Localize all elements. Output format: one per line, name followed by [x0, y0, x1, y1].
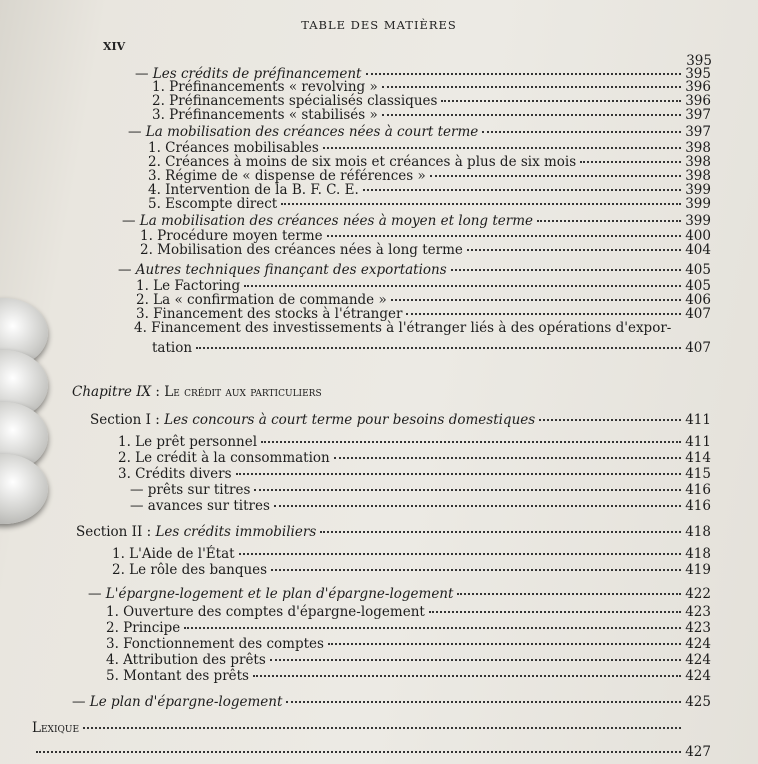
toc-entry-label: Section I : Les concours à court terme pour besoins domestiques: [90, 412, 536, 428]
toc-page-number: 423: [685, 604, 711, 620]
leader-dots: [537, 220, 681, 222]
leader-dots: [391, 299, 681, 301]
toc-page-number: 416: [685, 498, 711, 514]
toc-entry-label: — avances sur titres: [130, 498, 270, 514]
toc-entry-label: 2. Mobilisation des créances nées à long terme: [140, 242, 463, 258]
toc-entry-label: 3. Financement des stocks à l'étranger: [136, 306, 403, 322]
toc-page-number: 422: [685, 586, 711, 602]
toc-entry: [140, 242, 711, 258]
toc-entry: [118, 450, 711, 466]
leader-dots: [270, 659, 681, 661]
toc-page-number: 427: [685, 744, 711, 760]
toc-entry: [106, 668, 711, 684]
toc-entry-label: 2. Principe: [106, 620, 181, 636]
leader-dots: [482, 131, 681, 133]
leader-dots: [451, 269, 681, 271]
toc-page-number: 396: [685, 79, 711, 95]
toc-entry-label: 5. Montant des prêts: [106, 668, 249, 684]
toc-entry-label: 1. Procédure moyen terme: [140, 228, 323, 244]
toc-page-number: 407: [685, 340, 711, 356]
toc-entry-label: Chapitre IX : Le crédit aux particuliers: [72, 384, 322, 400]
toc-entry: [88, 586, 711, 602]
toc-entry-label: — La mobilisation des créances nées à moyen et long terme: [122, 213, 534, 229]
toc-page-number: 395: [686, 53, 712, 69]
toc-page-number: 411: [685, 434, 711, 450]
leader-dots: [580, 161, 681, 163]
toc-entry-label: 1. Le prêt personnel: [118, 434, 258, 450]
toc-entry: [72, 384, 711, 400]
leader-dots: [366, 73, 682, 75]
toc-entry-label: 3. Préfinancements « stabilisés »: [152, 107, 378, 123]
toc-entry-label: 1. Créances mobilisables: [148, 140, 319, 156]
toc-page-number: 395: [685, 66, 711, 82]
toc-entry-label: 4. Intervention de la B. F. C. E.: [148, 182, 359, 198]
leader-dots: [467, 249, 681, 251]
toc-page-number: 396: [685, 93, 711, 109]
leader-dots: [441, 100, 681, 102]
leader-dots: [253, 675, 681, 677]
toc-page-number: 404: [685, 242, 711, 258]
toc-entry-label: Lexique: [32, 720, 80, 736]
toc-entry: [118, 434, 711, 450]
leader-dots: [327, 235, 681, 237]
toc-page-number: 407: [685, 306, 711, 322]
toc-entry: [90, 412, 711, 428]
toc-page-number: 424: [685, 668, 711, 684]
toc-entry-label: — Autres techniques finançant des exportations: [118, 262, 447, 278]
toc-entry-label: 2. La « confirmation de commande »: [136, 292, 387, 308]
toc-entry-label: — prêts sur titres: [130, 482, 251, 498]
toc-entry-label: 1. Ouverture des comptes d'épargne-logement: [106, 604, 425, 620]
toc-page-number: 418: [685, 524, 711, 540]
toc-entry-label: 2. Le crédit à la consommation: [118, 450, 330, 466]
toc-entry: [130, 498, 711, 514]
toc-page-number: 399: [685, 196, 711, 212]
leader-dots: [382, 86, 681, 88]
leader-dots: [83, 727, 681, 729]
toc-page-number: 406: [685, 292, 711, 308]
toc-page-number: 397: [685, 124, 711, 140]
leader-dots: [334, 457, 681, 459]
toc-entry-label: 3. Fonctionnement des comptes: [106, 636, 324, 652]
toc-entry: [106, 604, 711, 620]
toc-entry: [106, 652, 711, 668]
toc-entry: [76, 524, 711, 540]
toc-entry: [106, 636, 711, 652]
toc-entry: [112, 562, 711, 578]
toc-page-number: 411: [685, 412, 711, 428]
toc-page-number: 424: [685, 652, 711, 668]
toc-entry-label: — Les crédits de préfinancement: [135, 66, 362, 82]
toc-page-number: 405: [685, 262, 711, 278]
toc-entry: [152, 107, 711, 123]
toc-page-number: 405: [685, 278, 711, 294]
toc-page-number: 419: [685, 562, 711, 578]
leader-dots: [320, 531, 681, 533]
running-header: TABLE DES MATIÈRES: [301, 18, 457, 32]
leader-dots: [244, 285, 681, 287]
toc-page-number: 400: [685, 228, 711, 244]
leader-dots: [236, 473, 681, 475]
leader-dots: [36, 751, 681, 753]
toc-entry-label: — Le plan d'épargne-logement: [72, 694, 283, 710]
leader-dots: [323, 147, 681, 149]
toc-entry-label: 3. Crédits divers: [118, 466, 232, 482]
toc-entry-label: 4. Attribution des prêts: [106, 652, 266, 668]
toc-page-number: 416: [685, 482, 711, 498]
page-number-roman: XIV: [103, 40, 126, 53]
toc-page-number: 415: [685, 466, 711, 482]
toc-entry-label: 5. Escompte direct: [148, 196, 278, 212]
toc-entry-label: — L'épargne-logement et le plan d'épargne-logement: [88, 586, 454, 602]
toc-entry: [106, 620, 711, 636]
toc-page-number: 398: [685, 154, 711, 170]
toc-entry: [122, 213, 711, 229]
leader-dots: [281, 203, 681, 205]
toc-entry-label: Section II : Les crédits immobiliers: [76, 524, 317, 540]
leader-dots: [184, 627, 681, 629]
toc-entry-label: 3. Régime de « dispense de références »: [148, 168, 426, 184]
toc-entry-label: 2. Le rôle des banques: [112, 562, 268, 578]
leader-dots: [328, 643, 681, 645]
toc-entry: [32, 744, 711, 760]
toc-entry-label: — La mobilisation des créances nées à court terme: [128, 124, 479, 140]
toc-entry: [72, 694, 711, 710]
leader-dots: [430, 175, 681, 177]
toc-page-number: 397: [685, 107, 711, 123]
toc-entry-label: tation: [152, 340, 193, 356]
toc-entry-label: 1. Le Factoring: [136, 278, 241, 294]
leader-dots: [254, 489, 681, 491]
leader-dots: [196, 347, 681, 349]
leader-dots: [274, 505, 681, 507]
leader-dots: [382, 114, 681, 116]
toc-page-number: 425: [685, 694, 711, 710]
toc-page-number: 398: [685, 168, 711, 184]
toc-entry: [152, 340, 711, 356]
toc-entry: [130, 482, 711, 498]
toc-entry: [148, 196, 711, 212]
leader-dots: [271, 569, 681, 571]
toc-entry-label: 1. L'Aide de l'État: [112, 546, 235, 562]
toc-page-number: 398: [685, 140, 711, 156]
leader-dots: [363, 189, 681, 191]
toc-entry: [118, 466, 711, 482]
toc-entry-label: 2. Créances à moins de six mois et créances à plus de six mois: [148, 154, 577, 170]
toc-entry: [112, 546, 711, 562]
toc-page-number: 414: [685, 450, 711, 466]
leader-dots: [406, 313, 681, 315]
toc-page-number: 423: [685, 620, 711, 636]
leader-dots: [286, 701, 681, 703]
leader-dots: [239, 553, 681, 555]
toc-entry: [128, 124, 711, 140]
leader-dots: [539, 419, 681, 421]
toc-page-number: 418: [685, 546, 711, 562]
toc-page-number: 399: [685, 213, 711, 229]
leader-dots: [457, 593, 681, 595]
toc-entry: [32, 720, 711, 736]
toc-page-number: 399: [685, 182, 711, 198]
leader-dots: [429, 611, 681, 613]
leader-dots: [261, 441, 681, 443]
toc-entry: [134, 320, 711, 336]
toc-entry-label: 4. Financement des investissements à l'étranger liés à des opérations d'expor-: [134, 320, 672, 336]
toc-entry-label: 2. Préfinancements spécialisés classiques: [152, 93, 438, 109]
toc-entry: [118, 262, 711, 278]
toc-entry-label: 1. Préfinancements « revolving »: [152, 79, 378, 95]
toc-page-number: 424: [685, 636, 711, 652]
